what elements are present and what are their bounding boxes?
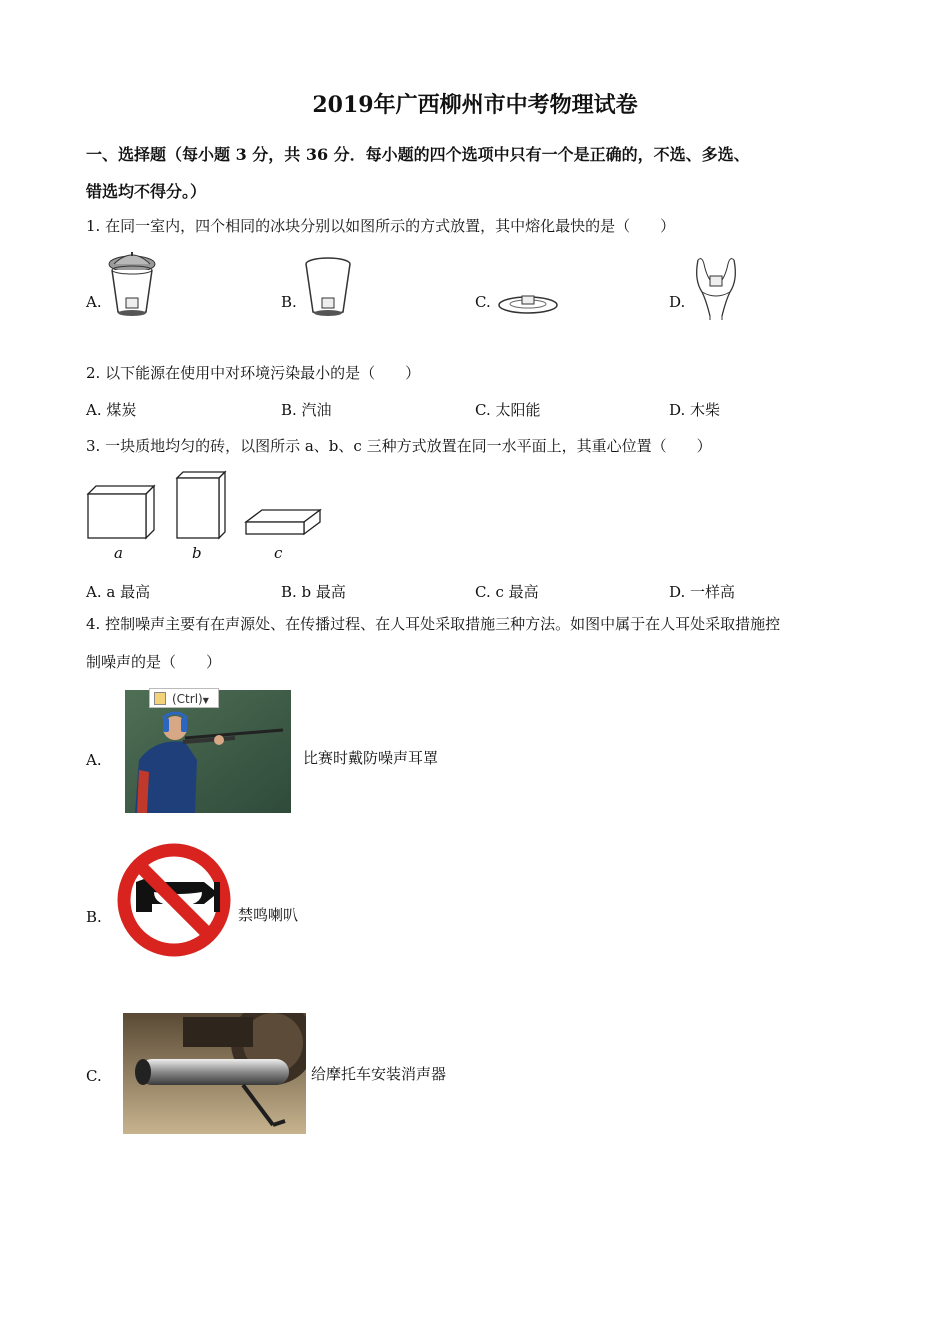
- q1-figure-a-covered-cup: [106, 250, 158, 318]
- q3-brick-a: [86, 484, 158, 542]
- q4-option-b-caption: 禁鸣喇叭: [238, 906, 299, 924]
- q1-option-d-label: D.: [669, 293, 686, 311]
- question-1-text: 1. 在同一室内，四个相同的冰块分别以如图所示的方式放置，其中熔化最快的是（ ）: [86, 217, 676, 235]
- section-heading-line2: 错选均不得分。）: [86, 182, 207, 201]
- q2-option-b: B. 汽油: [281, 401, 332, 419]
- q2-option-d: D. 木柴: [669, 401, 721, 419]
- q4-no-horn-sign: [116, 842, 234, 958]
- q3-option-a: A. a 最高: [86, 583, 151, 601]
- q3-label-b: b: [192, 544, 202, 562]
- paste-options-button[interactable]: [149, 688, 219, 708]
- page-title: 2019年广西柳州市中考物理试卷: [312, 92, 638, 118]
- q1-figure-c-plate: [496, 288, 560, 318]
- q4-option-b-letter: B.: [86, 908, 102, 926]
- clipboard-icon: [154, 692, 166, 705]
- question-2-text: 2. 以下能源在使用中对环境污染最小的是（ ）: [86, 364, 421, 382]
- q3-option-d: D. 一样高: [669, 583, 736, 601]
- q3-label-a: a: [114, 544, 123, 562]
- question-4-text-line2: 制噪声的是（ ）: [86, 653, 222, 671]
- q3-brick-c: [244, 506, 322, 538]
- question-3-text: 3. 一块质地均匀的砖，以图所示 a、b、c 三种方式放置在同一水平面上，其重心位置（ ）: [86, 437, 712, 455]
- q4-option-c-letter: C.: [86, 1067, 102, 1085]
- q1-option-a-label: A.: [86, 293, 102, 311]
- paste-options-label: (Ctrl): [172, 692, 203, 706]
- q2-option-a: A. 煤炭: [86, 401, 137, 419]
- q2-option-c: C. 太阳能: [475, 401, 541, 419]
- q1-figure-d-hands: [688, 250, 744, 320]
- q4-option-a-letter: A.: [86, 751, 102, 769]
- q3-brick-b: [175, 470, 229, 540]
- q3-option-c: C. c 最高: [475, 583, 539, 601]
- q4-option-c-caption: 给摩托车安装消声器: [311, 1065, 447, 1083]
- section-heading-line1: 一、选择题（每小题 3 分，共 36 分．每小题的四个选项中只有一个是正确的，不选、多选、: [86, 145, 750, 164]
- q3-label-c: c: [274, 544, 283, 562]
- q4-option-a-caption: 比赛时戴防噪声耳罩: [303, 749, 439, 767]
- q3-option-b: B. b 最高: [281, 583, 346, 601]
- chevron-down-icon: ▼: [202, 696, 209, 705]
- q4-photo-motorcycle-muffler: [123, 1013, 306, 1134]
- q1-figure-b-open-cup: [302, 254, 354, 318]
- q1-option-b-label: B.: [281, 293, 297, 311]
- question-4-text-line1: 4. 控制噪声主要有在声源处、在传播过程、在人耳处采取措施三种方法。如图中属于在人耳处采取措施控: [86, 615, 781, 633]
- q1-option-c-label: C.: [475, 293, 491, 311]
